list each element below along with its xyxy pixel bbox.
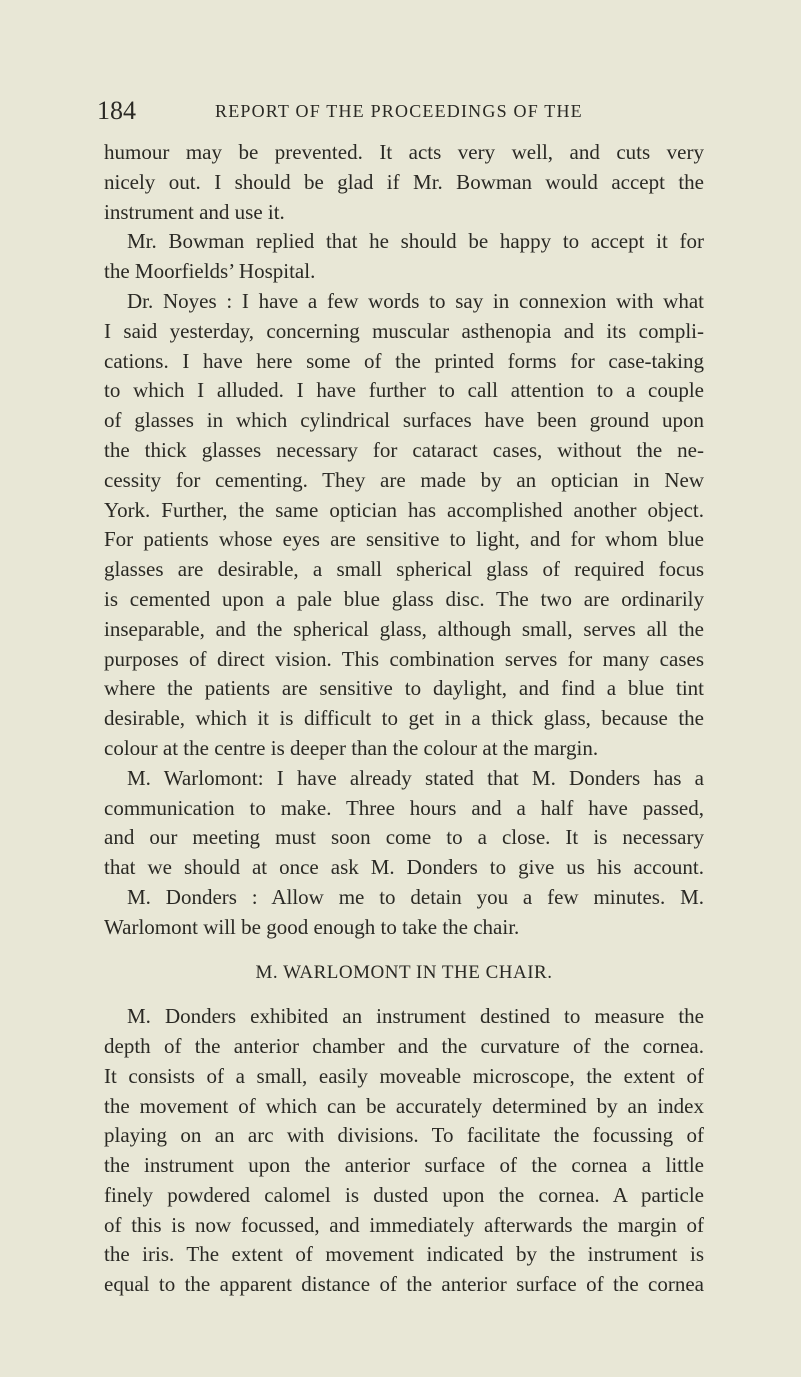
text-line: For patients whose eyes are sensitive to light, and for whom blue <box>104 527 704 552</box>
text-line: cessity for cementing. They are made by an optician in New <box>104 467 704 492</box>
text-line: humour may be prevented. It acts very well, and cuts very <box>104 140 704 164</box>
text-line: nicely out. I should be glad if Mr. Bowman would accept the <box>104 169 704 194</box>
text-line: of this is now focussed, and immediately afterwards the margin of <box>104 1212 704 1237</box>
text-line: the instrument upon the anterior surface of the cornea a little <box>104 1153 704 1178</box>
text-line: and our meeting must soon come to a close. It is necessary <box>104 825 704 850</box>
text-line: I said yesterday, concerning muscular asthenopia and its compli- <box>104 318 704 343</box>
text-line: equal to the apparent distance of the anterior surface of the cornea <box>104 1272 704 1297</box>
text-line: depth of the anterior chamber and the curvature of the cornea. <box>104 1033 704 1058</box>
text-line: of glasses in which cylindrical surfaces have been ground upon <box>104 408 704 433</box>
text-line: purposes of direct vision. This combination serves for many cases <box>104 646 704 671</box>
page-number: 184 <box>97 96 136 125</box>
text-line: the iris. The extent of movement indicated by the instrument is <box>104 1242 704 1267</box>
text-line: glasses are desirable, a small spherical glass of required focus <box>104 557 704 582</box>
text-line: M. Donders exhibited an instrument destined to measure the <box>127 1004 704 1029</box>
text-line: It consists of a small, easily moveable microscope, the extent of <box>104 1063 704 1088</box>
body-text <box>104 138 704 1300</box>
text-line: finely powdered calomel is dusted upon the cornea. A particle <box>104 1182 704 1207</box>
running-head: REPORT OF THE PROCEEDINGS OF THE <box>215 101 583 121</box>
text-line: colour at the centre is deeper than the colour at the margin. <box>104 735 599 760</box>
text-line: where the patients are sensitive to daylight, and find a blue tint <box>104 676 704 701</box>
text-line: York. Further, the same optician has accomplished another object. <box>104 497 704 522</box>
text-line: the thick glasses necessary for cataract cases, without the ne- <box>104 437 704 462</box>
text-line: M. Donders : Allow me to detain you a few minutes. M. <box>127 884 704 909</box>
text-line: M. Warlomont: I have already stated that M. Donders has a <box>127 765 704 790</box>
text-line: Warlomont will be good enough to take the chair. <box>104 914 520 939</box>
text-line: desirable, which it is difficult to get in a thick glass, because the <box>104 706 704 731</box>
text-line: cations. I have here some of the printed forms for case-taking <box>104 348 704 373</box>
text-line: inseparable, and the spherical glass, although small, serves all the <box>104 616 704 641</box>
page-header <box>97 96 707 126</box>
text-line: instrument and use it. <box>104 199 285 224</box>
text-line: Dr. Noyes : I have a few words to say in connexion with what <box>127 288 704 313</box>
text-line: that we should at once ask M. Donders to give us his account. <box>104 855 704 880</box>
text-line: communication to make. Three hours and a half have passed, <box>104 795 704 820</box>
text-line: the movement of which can be accurately determined by an index <box>104 1093 704 1118</box>
text-line: Mr. Bowman replied that he should be happy to accept it for <box>127 229 704 254</box>
text-line: to which I alluded. I have further to call attention to a couple <box>104 378 704 403</box>
text-line: playing on an arc with divisions. To facilitate the focussing of <box>104 1123 704 1148</box>
text-line: the Moorfields’ Hospital. <box>104 259 316 284</box>
section-heading: M. WARLOMONT IN THE CHAIR. <box>255 961 553 983</box>
text-line: is cemented upon a pale blue glass disc. The two are ordinarily <box>104 586 704 611</box>
